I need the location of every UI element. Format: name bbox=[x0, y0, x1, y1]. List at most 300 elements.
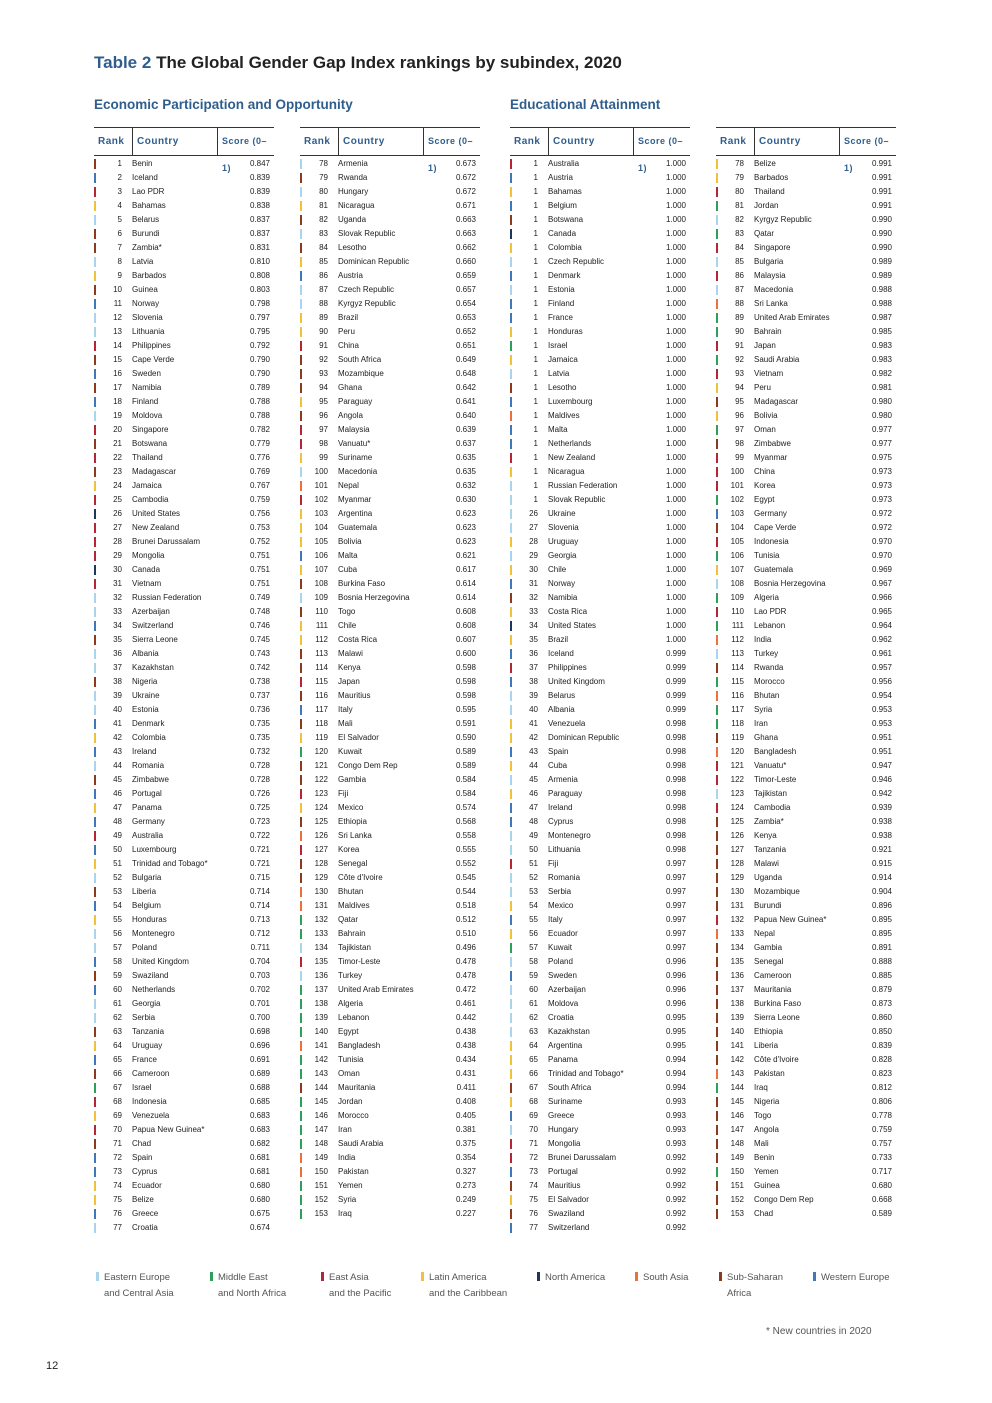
table-row bbox=[716, 255, 896, 269]
table-row bbox=[716, 479, 896, 493]
rank-cell: 120 bbox=[730, 747, 744, 756]
country-cell: Mauritania bbox=[338, 1083, 376, 1092]
table-row bbox=[94, 913, 274, 927]
table-row bbox=[716, 1095, 896, 1109]
rank-cell: 143 bbox=[314, 1069, 328, 1078]
table-row bbox=[300, 1123, 480, 1137]
table-row bbox=[510, 451, 690, 465]
country-cell: Czech Republic bbox=[338, 285, 395, 294]
country-cell: Portugal bbox=[132, 789, 162, 798]
country-cell: Philippines bbox=[548, 663, 587, 672]
rank-cell: 5 bbox=[117, 215, 122, 224]
country-cell: Jordan bbox=[338, 1097, 363, 1106]
rank-cell: 117 bbox=[315, 705, 328, 714]
table-row bbox=[94, 773, 274, 787]
score-cell: 0.994 bbox=[665, 1055, 686, 1064]
score-cell: 0.672 bbox=[455, 187, 476, 196]
country-cell: Poland bbox=[548, 957, 573, 966]
score-cell: 0.327 bbox=[455, 1167, 476, 1176]
score-cell: 0.759 bbox=[871, 1125, 892, 1134]
rank-cell: 66 bbox=[529, 1069, 538, 1078]
score-cell: 0.767 bbox=[249, 481, 270, 490]
country-cell: Nigeria bbox=[132, 677, 158, 686]
score-cell: 0.746 bbox=[249, 621, 270, 630]
rank-cell: 54 bbox=[113, 901, 122, 910]
table-row bbox=[716, 353, 896, 367]
rank-cell: 81 bbox=[319, 201, 328, 210]
table-row bbox=[510, 549, 690, 563]
table-body bbox=[300, 157, 480, 1221]
table-row bbox=[300, 675, 480, 689]
rank-cell: 124 bbox=[730, 803, 744, 812]
country-cell: Denmark bbox=[548, 271, 581, 280]
table-row bbox=[716, 801, 896, 815]
table-row bbox=[716, 1053, 896, 1067]
rank-cell: 111 bbox=[731, 621, 744, 630]
legend-label-line2: and the Pacific bbox=[329, 1288, 392, 1299]
rank-cell: 121 bbox=[730, 761, 744, 770]
country-cell: Nicaragua bbox=[548, 467, 585, 476]
score-cell: 1.000 bbox=[665, 635, 686, 644]
rank-cell: 36 bbox=[529, 649, 538, 658]
score-cell: 0.637 bbox=[455, 439, 476, 448]
score-cell: 0.961 bbox=[871, 649, 892, 658]
rank-cell: 97 bbox=[735, 425, 744, 434]
rank-cell: 104 bbox=[314, 523, 328, 532]
country-cell: Bahrain bbox=[338, 929, 366, 938]
rank-cell: 47 bbox=[113, 803, 122, 812]
score-cell: 1.000 bbox=[665, 495, 686, 504]
rank-cell: 28 bbox=[113, 537, 122, 546]
country-cell: Saudi Arabia bbox=[338, 1139, 384, 1148]
country-cell: Paraguay bbox=[338, 397, 373, 406]
score-cell: 0.998 bbox=[665, 789, 686, 798]
table-row bbox=[300, 773, 480, 787]
table-row bbox=[94, 339, 274, 353]
rank-cell: 67 bbox=[113, 1083, 122, 1092]
table-row bbox=[94, 983, 274, 997]
rank-cell: 29 bbox=[529, 551, 538, 560]
table-row bbox=[300, 171, 480, 185]
country-cell: El Salvador bbox=[548, 1195, 589, 1204]
table-row bbox=[94, 661, 274, 675]
country-cell: Yemen bbox=[338, 1181, 363, 1190]
table-row bbox=[510, 927, 690, 941]
country-cell: Gambia bbox=[338, 775, 367, 784]
table-row bbox=[94, 185, 274, 199]
rank-cell: 143 bbox=[730, 1069, 744, 1078]
country-cell: Austria bbox=[548, 173, 573, 182]
score-cell: 0.977 bbox=[871, 439, 892, 448]
table-row bbox=[300, 717, 480, 731]
table-row bbox=[510, 563, 690, 577]
score-cell: 0.988 bbox=[871, 285, 892, 294]
country-cell: Papua New Guinea* bbox=[132, 1125, 205, 1134]
country-cell: Bosnia Herzegovina bbox=[754, 579, 826, 588]
rank-cell: 44 bbox=[113, 761, 122, 770]
country-cell: Ukraine bbox=[548, 509, 576, 518]
rank-cell: 84 bbox=[735, 243, 744, 252]
country-cell: Mongolia bbox=[132, 551, 165, 560]
rank-cell: 122 bbox=[314, 775, 328, 784]
rank-cell: 138 bbox=[730, 999, 744, 1008]
country-cell: Saudi Arabia bbox=[754, 355, 800, 364]
table-row bbox=[94, 633, 274, 647]
rank-cell: 37 bbox=[113, 663, 122, 672]
rank-cell: 142 bbox=[314, 1055, 328, 1064]
table-row bbox=[510, 1053, 690, 1067]
rank-cell: 12 bbox=[113, 313, 122, 322]
rank-cell: 40 bbox=[113, 705, 122, 714]
country-cell: Korea bbox=[754, 481, 776, 490]
table-row bbox=[300, 199, 480, 213]
table-row bbox=[716, 1011, 896, 1025]
rank-cell: 67 bbox=[529, 1083, 538, 1092]
country-cell: Nicaragua bbox=[338, 201, 375, 210]
rank-cell: 1 bbox=[533, 271, 538, 280]
table-row bbox=[716, 535, 896, 549]
table-row bbox=[300, 983, 480, 997]
table-row bbox=[510, 843, 690, 857]
table-row bbox=[94, 997, 274, 1011]
country-cell: Pakistan bbox=[754, 1069, 785, 1078]
country-cell: Nepal bbox=[754, 929, 775, 938]
country-cell: Kenya bbox=[754, 831, 777, 840]
score-cell: 0.995 bbox=[665, 1013, 686, 1022]
table-row bbox=[510, 241, 690, 255]
score-cell: 0.408 bbox=[455, 1097, 476, 1106]
country-cell: Burundi bbox=[754, 901, 782, 910]
score-cell: 0.995 bbox=[665, 1041, 686, 1050]
score-cell: 0.992 bbox=[665, 1209, 686, 1218]
country-cell: Moldova bbox=[132, 411, 163, 420]
rank-cell: 1 bbox=[533, 425, 538, 434]
score-cell: 0.702 bbox=[249, 985, 270, 994]
score-cell: 0.847 bbox=[249, 159, 270, 168]
header-country: Country bbox=[132, 128, 213, 155]
score-cell: 0.983 bbox=[871, 355, 892, 364]
rank-cell: 92 bbox=[735, 355, 744, 364]
table-row bbox=[510, 857, 690, 871]
rank-cell: 121 bbox=[314, 761, 328, 770]
country-cell: Montenegro bbox=[548, 831, 591, 840]
table-row bbox=[300, 605, 480, 619]
score-cell: 0.354 bbox=[455, 1153, 476, 1162]
country-cell: Fiji bbox=[548, 859, 559, 868]
country-cell: Bulgaria bbox=[754, 257, 784, 266]
score-cell: 1.000 bbox=[665, 159, 686, 168]
rank-cell: 110 bbox=[315, 607, 328, 616]
score-cell: 0.595 bbox=[455, 705, 476, 714]
table-row bbox=[94, 591, 274, 605]
score-cell: 0.227 bbox=[455, 1209, 476, 1218]
rank-cell: 57 bbox=[529, 943, 538, 952]
score-cell: 0.985 bbox=[871, 327, 892, 336]
score-cell: 0.992 bbox=[665, 1181, 686, 1190]
rank-cell: 38 bbox=[113, 677, 122, 686]
country-cell: Albania bbox=[132, 649, 159, 658]
table-row bbox=[300, 451, 480, 465]
country-cell: Morocco bbox=[754, 677, 785, 686]
country-cell: China bbox=[754, 467, 775, 476]
country-cell: Egypt bbox=[754, 495, 775, 504]
table-row bbox=[716, 983, 896, 997]
country-cell: Nigeria bbox=[754, 1097, 780, 1106]
country-cell: Bangladesh bbox=[754, 747, 797, 756]
score-cell: 0.993 bbox=[665, 1111, 686, 1120]
country-cell: Congo Dem Rep bbox=[754, 1195, 814, 1204]
table-row bbox=[510, 1095, 690, 1109]
table-row bbox=[300, 535, 480, 549]
rank-cell: 87 bbox=[735, 285, 744, 294]
country-cell: Iran bbox=[754, 719, 768, 728]
score-cell: 1.000 bbox=[665, 327, 686, 336]
country-cell: Philippines bbox=[132, 341, 171, 350]
country-cell: United States bbox=[132, 509, 181, 518]
score-cell: 1.000 bbox=[665, 187, 686, 196]
score-cell: 0.797 bbox=[249, 313, 270, 322]
score-cell: 0.598 bbox=[455, 691, 476, 700]
rank-cell: 94 bbox=[735, 383, 744, 392]
table-row bbox=[716, 857, 896, 871]
score-cell: 0.990 bbox=[871, 243, 892, 252]
table-row bbox=[94, 941, 274, 955]
score-cell: 0.434 bbox=[455, 1055, 476, 1064]
table-row bbox=[716, 185, 896, 199]
table-row bbox=[94, 969, 274, 983]
table-row bbox=[300, 619, 480, 633]
country-cell: Uganda bbox=[338, 215, 367, 224]
legend-item bbox=[429, 1270, 507, 1302]
rank-cell: 117 bbox=[731, 705, 744, 714]
rank-cell: 61 bbox=[529, 999, 538, 1008]
rank-cell: 38 bbox=[529, 677, 538, 686]
country-cell: Suriname bbox=[338, 453, 373, 462]
country-cell: Honduras bbox=[132, 915, 167, 924]
country-cell: Guinea bbox=[132, 285, 158, 294]
rank-cell: 20 bbox=[113, 425, 122, 434]
rank-cell: 104 bbox=[730, 523, 744, 532]
country-cell: Iraq bbox=[338, 1209, 352, 1218]
rank-cell: 106 bbox=[730, 551, 744, 560]
score-cell: 0.698 bbox=[249, 1027, 270, 1036]
country-cell: Ireland bbox=[132, 747, 157, 756]
table-row bbox=[716, 409, 896, 423]
table-row bbox=[510, 1165, 690, 1179]
rank-cell: 131 bbox=[730, 901, 744, 910]
country-cell: Mauritius bbox=[548, 1181, 581, 1190]
table-row bbox=[94, 451, 274, 465]
rank-cell: 1 bbox=[533, 327, 538, 336]
score-cell: 0.951 bbox=[871, 733, 892, 742]
table-row bbox=[510, 969, 690, 983]
score-cell: 0.996 bbox=[665, 999, 686, 1008]
score-cell: 0.828 bbox=[871, 1055, 892, 1064]
table-row bbox=[94, 535, 274, 549]
table-row bbox=[94, 157, 274, 171]
country-cell: Botswana bbox=[548, 215, 584, 224]
country-cell: Maldives bbox=[548, 411, 580, 420]
score-cell: 0.946 bbox=[871, 775, 892, 784]
country-cell: United States bbox=[548, 621, 597, 630]
score-cell: 0.973 bbox=[871, 495, 892, 504]
table-row bbox=[510, 185, 690, 199]
rank-cell: 51 bbox=[529, 859, 538, 868]
country-cell: Cape Verde bbox=[132, 355, 175, 364]
table-row bbox=[510, 773, 690, 787]
score-cell: 0.790 bbox=[249, 369, 270, 378]
country-cell: Georgia bbox=[548, 551, 577, 560]
score-cell: 0.980 bbox=[871, 397, 892, 406]
country-cell: Georgia bbox=[132, 999, 161, 1008]
score-cell: 1.000 bbox=[665, 551, 686, 560]
legend-label-line2: and Central Asia bbox=[104, 1288, 174, 1299]
country-cell: Trinidad and Tobago* bbox=[132, 859, 208, 868]
table-row bbox=[300, 661, 480, 675]
country-cell: Uruguay bbox=[132, 1041, 163, 1050]
score-cell: 0.993 bbox=[665, 1125, 686, 1134]
rank-cell: 86 bbox=[735, 271, 744, 280]
rank-cell: 52 bbox=[529, 873, 538, 882]
score-cell: 0.972 bbox=[871, 523, 892, 532]
rank-cell: 10 bbox=[113, 285, 122, 294]
score-cell: 0.735 bbox=[249, 733, 270, 742]
score-cell: 0.598 bbox=[455, 677, 476, 686]
country-cell: Lebanon bbox=[754, 621, 786, 630]
header-score: Score (0–1) bbox=[839, 128, 896, 155]
score-cell: 0.639 bbox=[455, 425, 476, 434]
rank-cell: 1 bbox=[533, 257, 538, 266]
rank-cell: 153 bbox=[730, 1209, 744, 1218]
legend-label: Middle East bbox=[218, 1272, 268, 1283]
table-row bbox=[510, 1123, 690, 1137]
country-cell: Latvia bbox=[548, 369, 570, 378]
rank-cell: 80 bbox=[735, 187, 744, 196]
score-cell: 0.970 bbox=[871, 537, 892, 546]
country-cell: Senegal bbox=[754, 957, 784, 966]
country-cell: Sri Lanka bbox=[754, 299, 788, 308]
country-cell: Sweden bbox=[132, 369, 161, 378]
country-cell: Ecuador bbox=[548, 929, 578, 938]
table-row bbox=[300, 367, 480, 381]
country-cell: United Arab Emirates bbox=[338, 985, 414, 994]
table-row bbox=[94, 563, 274, 577]
rank-cell: 71 bbox=[529, 1139, 538, 1148]
country-cell: Bulgaria bbox=[132, 873, 162, 882]
rank-cell: 119 bbox=[315, 733, 328, 742]
rank-cell: 87 bbox=[319, 285, 328, 294]
country-cell: India bbox=[338, 1153, 356, 1162]
table-row bbox=[716, 969, 896, 983]
country-cell: Nepal bbox=[338, 481, 359, 490]
rank-cell: 95 bbox=[319, 397, 328, 406]
score-cell: 0.461 bbox=[455, 999, 476, 1008]
country-cell: United Kingdom bbox=[548, 677, 605, 686]
score-cell: 1.000 bbox=[665, 593, 686, 602]
table-row bbox=[510, 535, 690, 549]
country-cell: China bbox=[338, 341, 359, 350]
country-cell: Israel bbox=[132, 1083, 152, 1092]
country-cell: Luxembourg bbox=[132, 845, 177, 854]
table-row bbox=[94, 1207, 274, 1221]
score-cell: 0.904 bbox=[871, 887, 892, 896]
country-cell: Kenya bbox=[338, 663, 361, 672]
rank-cell: 100 bbox=[730, 467, 744, 476]
table-row bbox=[510, 955, 690, 969]
rank-cell: 141 bbox=[730, 1041, 744, 1050]
country-cell: Bangladesh bbox=[338, 1041, 381, 1050]
rank-cell: 112 bbox=[731, 635, 744, 644]
rank-cell: 150 bbox=[730, 1167, 744, 1176]
country-cell: Ethiopia bbox=[754, 1027, 783, 1036]
country-cell: France bbox=[132, 1055, 157, 1064]
rank-cell: 120 bbox=[314, 747, 328, 756]
score-cell: 0.757 bbox=[871, 1139, 892, 1148]
legend-label-line2: Africa bbox=[727, 1288, 752, 1299]
score-cell: 0.873 bbox=[871, 999, 892, 1008]
score-cell: 0.657 bbox=[455, 285, 476, 294]
country-cell: Croatia bbox=[132, 1223, 158, 1232]
header-score: Score (0–1) bbox=[423, 128, 480, 155]
country-cell: Lebanon bbox=[338, 1013, 370, 1022]
rank-cell: 90 bbox=[319, 327, 328, 336]
table-row bbox=[94, 311, 274, 325]
country-cell: Hungary bbox=[338, 187, 369, 196]
score-cell: 1.000 bbox=[665, 439, 686, 448]
score-cell: 0.996 bbox=[665, 971, 686, 980]
country-cell: Burkina Faso bbox=[754, 999, 802, 1008]
table-row bbox=[716, 941, 896, 955]
table-row bbox=[300, 885, 480, 899]
rank-cell: 45 bbox=[113, 775, 122, 784]
legend-item bbox=[727, 1270, 783, 1302]
table-row bbox=[94, 493, 274, 507]
table-row bbox=[94, 759, 274, 773]
table-row bbox=[300, 1151, 480, 1165]
country-cell: Indonesia bbox=[754, 537, 789, 546]
table-row bbox=[716, 297, 896, 311]
table-row bbox=[716, 465, 896, 479]
table-row bbox=[510, 633, 690, 647]
rank-cell: 94 bbox=[319, 383, 328, 392]
rank-cell: 116 bbox=[315, 691, 328, 700]
table-row bbox=[510, 1081, 690, 1095]
score-cell: 0.998 bbox=[665, 831, 686, 840]
rank-cell: 48 bbox=[113, 817, 122, 826]
score-cell: 0.681 bbox=[249, 1153, 270, 1162]
country-cell: Azerbaijan bbox=[548, 985, 586, 994]
score-cell: 0.700 bbox=[249, 1013, 270, 1022]
table-row bbox=[510, 409, 690, 423]
country-cell: Togo bbox=[338, 607, 356, 616]
table-row bbox=[300, 913, 480, 927]
rank-cell: 66 bbox=[113, 1069, 122, 1078]
country-cell: Mexico bbox=[548, 901, 574, 910]
rank-cell: 113 bbox=[731, 649, 744, 658]
country-cell: France bbox=[548, 313, 573, 322]
score-cell: 0.954 bbox=[871, 691, 892, 700]
rank-cell: 1 bbox=[533, 313, 538, 322]
table-row bbox=[716, 661, 896, 675]
rank-cell: 34 bbox=[113, 621, 122, 630]
country-cell: Brazil bbox=[338, 313, 359, 322]
score-cell: 0.776 bbox=[249, 453, 270, 462]
table-row bbox=[300, 227, 480, 241]
score-cell: 0.938 bbox=[871, 817, 892, 826]
table-row bbox=[300, 1025, 480, 1039]
rank-cell: 18 bbox=[113, 397, 122, 406]
score-cell: 0.996 bbox=[665, 985, 686, 994]
